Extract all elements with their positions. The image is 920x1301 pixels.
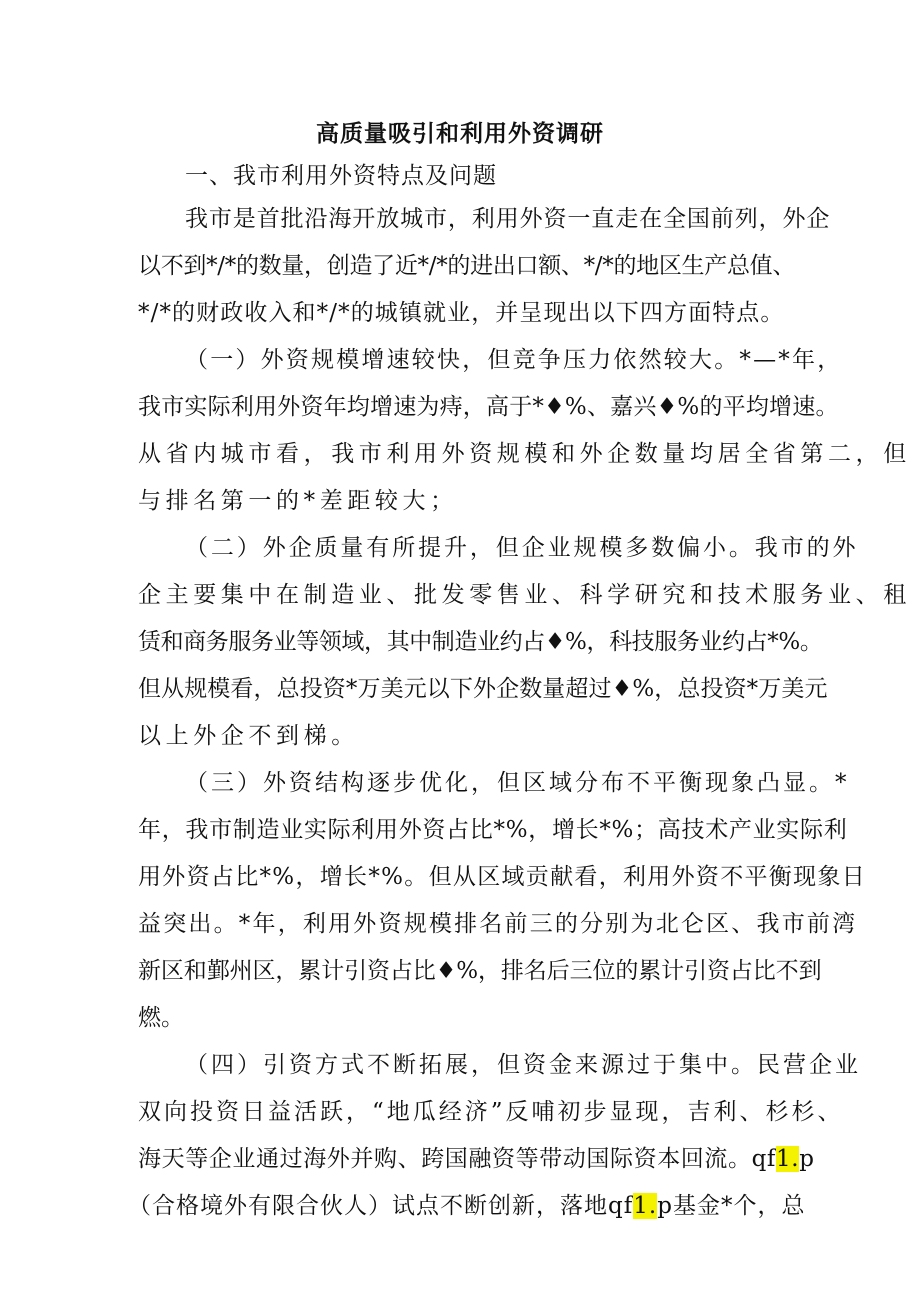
- paragraph-line: （一）外资规模增速较快，但竞争压力依然较大。*—*年，: [185, 347, 843, 373]
- paragraph-line: 新区和鄞州区，累计引资占比♦%，排名后三位的累计引资占比不到: [138, 958, 822, 984]
- line-text: 海天等企业通过海外并购、跨国融资等带动国际资本回流。: [138, 1146, 752, 1172]
- paragraph-line: 但从规模看，总投资*万美元以下外企数量超过♦%，总投资*万美元: [138, 676, 828, 702]
- line-text: 基金*个，总: [672, 1193, 806, 1219]
- paragraph-line: [128, 1190, 805, 1222]
- line-text: （合格境外有限合伙人）试点不断创新，落地: [128, 1193, 608, 1219]
- paragraph-line: 以不到*/*的数量，创造了近*/*的进出口额、*/*的地区生产总值、: [138, 253, 796, 279]
- paragraph-line: [138, 1143, 815, 1175]
- paragraph-line: （三）外资结构逐步优化，但区域分布不平衡现象凸显。*: [185, 770, 850, 796]
- paragraph-line: 我市是首批沿海开放城市，利用外资一直走在全国前列，外企: [185, 206, 831, 232]
- paragraph-line: 益突出。*年，利用外资规模排名前三的分别为北仑区、我市前湾: [138, 911, 858, 937]
- paragraph-line: 我市实际利用外资年均增速为痔，高于*♦%、嘉兴♦%的平均增速。: [138, 394, 839, 420]
- paragraph-line: 从省内城市看，我市利用外资规模和外企数量均居全省第二，但: [138, 441, 911, 467]
- paragraph-line: 用外资占比*%，增长*%。但从区域贡献看，利用外资不平衡现象日: [138, 864, 867, 890]
- paragraph-line: */*的财政收入和*/*的城镇就业，并呈现出以下四方面特点。: [138, 300, 785, 326]
- paragraph-line: （二）外企质量有所提升，但企业规模多数偏小。我市的外: [185, 535, 859, 561]
- inline-code: qf1.p: [608, 1193, 673, 1219]
- paragraph-line: 与排名第一的*差距较大；: [138, 488, 458, 514]
- paragraph-line: 企主要集中在制造业、批发零售业、科学研究和技术服务业、租: [138, 582, 911, 608]
- section-heading: 一、我市利用外资特点及问题: [185, 163, 497, 189]
- paragraph-line: 赁和商务服务业等领域，其中制造业约占♦%，科技服务业约占*%。: [138, 629, 823, 655]
- highlighted-text: 1.: [633, 1193, 658, 1219]
- inline-code: qf1.p: [751, 1146, 815, 1172]
- paragraph-line: 燃。: [138, 1005, 184, 1031]
- highlighted-text: 1.: [776, 1146, 800, 1172]
- paragraph-line: 年，我市制造业实际利用外资占比*%，增长*%；高技术产业实际利: [138, 817, 848, 843]
- paragraph-line: 双向投资日益活跃，“地瓜经济”反哺初步显现，吉利、杉杉、: [138, 1099, 844, 1125]
- paragraph-line: 以上外企不到梯。: [138, 723, 359, 749]
- document-title: 高质量吸引和利用外资调研: [316, 120, 604, 147]
- paragraph-line: （四）引资方式不断拓展，但资金来源过于集中。民营企业: [185, 1052, 861, 1078]
